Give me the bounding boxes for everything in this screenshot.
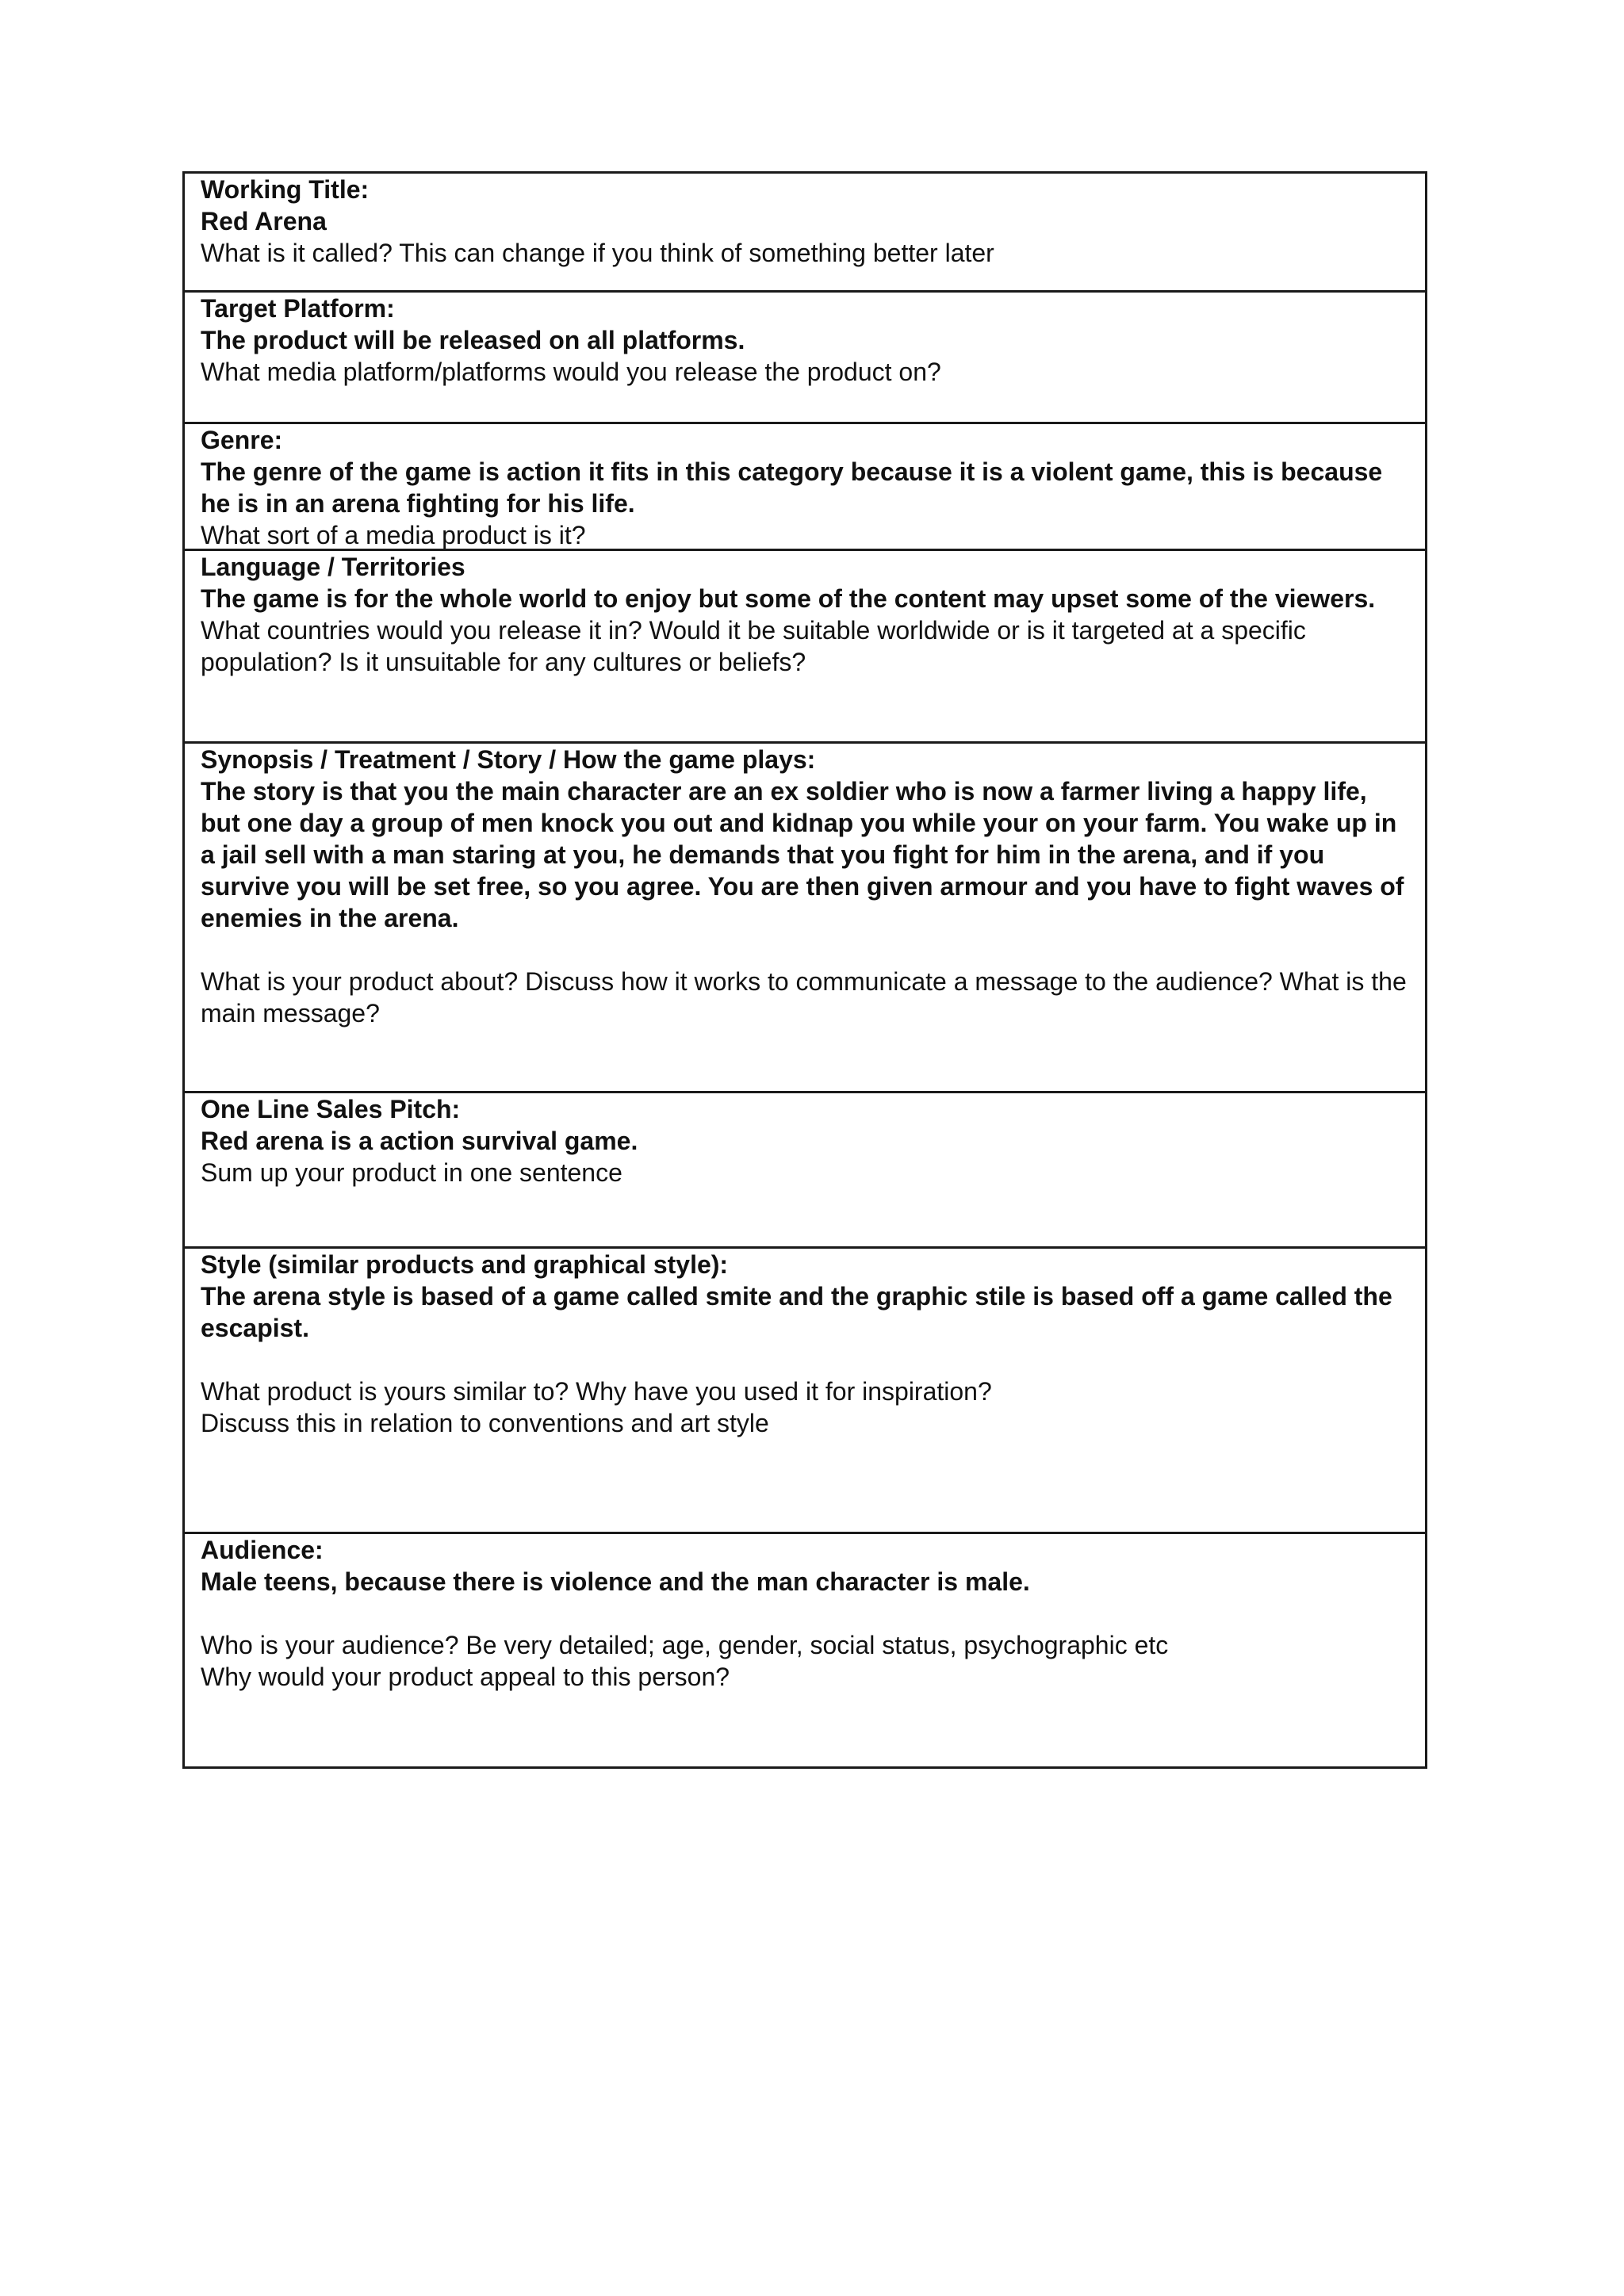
sales-pitch-heading: One Line Sales Pitch: (201, 1095, 461, 1123)
target-platform-prompt: What media platform/platforms would you release the product on? (201, 358, 941, 386)
style-prompt-similar: What product is yours similar to? Why have you used it for inspiration? (201, 1377, 992, 1406)
audience-section (185, 1532, 1425, 1766)
language-territories-answer: The game is for the whole world to enjoy but some of the content may upset some of the viewers. (201, 584, 1376, 613)
genre-section (185, 422, 1425, 549)
audience-answer: Male teens, because there is violence and the man character is male. (201, 1567, 1030, 1596)
sales-pitch-prompt: Sum up your product in one sentence (201, 1158, 622, 1187)
spacer (201, 1344, 1409, 1376)
working-title-prompt: What is it called? This can change if you think of something better later (201, 239, 994, 267)
target-platform-answer: The product will be released on all platforms. (201, 326, 745, 354)
spacer (201, 934, 1409, 966)
language-territories-heading: Language / Territories (201, 553, 465, 581)
spacer (201, 1598, 1409, 1629)
style-heading: Style (similar products and graphical style): (201, 1250, 729, 1279)
language-territories-section (185, 549, 1425, 741)
audience-heading: Audience: (201, 1536, 324, 1564)
planning-form-table (182, 171, 1427, 1769)
genre-answer: The genre of the game is action it fits in this category because it is a violent game, this is because he is in an arena fighting for his life. (201, 457, 1383, 518)
working-title-section (185, 174, 1425, 290)
synopsis-answer: The story is that you the main character are an ex soldier who is now a farmer living a happy life, but one day a group of men knock you out and kidnap you while your on your farm. You wake up in a jail sell with a man staring at you, he demands that you fight for him in the arena, and if you survive you will be set free, so you agree. You are then given armour and you have to fight waves of enemies in the arena. (201, 777, 1404, 932)
genre-heading: Genre: (201, 426, 283, 454)
sales-pitch-answer: Red arena is a action survival game. (201, 1127, 638, 1155)
target-platform-section (185, 290, 1425, 422)
language-territories-prompt: What countries would you release it in? Would it be suitable worldwide or is it targeted at a specific population? Is it unsuitable for any cultures or beliefs? (201, 616, 1306, 676)
synopsis-heading: Synopsis / Treatment / Story / How the game plays: (201, 745, 816, 774)
genre-prompt: What sort of a media product is it? (201, 521, 586, 549)
audience-prompt-why: Why would your product appeal to this person? (201, 1663, 730, 1691)
synopsis-prompt: What is your product about? Discuss how it works to communicate a message to the audience? What is the main message? (201, 967, 1407, 1027)
target-platform-heading: Target Platform: (201, 294, 395, 323)
sales-pitch-section (185, 1091, 1425, 1246)
audience-prompt-who: Who is your audience? Be very detailed; age, gender, social status, psychographic etc (201, 1631, 1169, 1659)
style-section (185, 1246, 1425, 1532)
working-title-answer: Red Arena (201, 207, 327, 235)
working-title-heading: Working Title: (201, 175, 370, 204)
style-answer: The arena style is based of a game called smite and the graphic stile is based off a game called the escapist. (201, 1282, 1392, 1342)
style-prompt-conventions: Discuss this in relation to conventions and art style (201, 1409, 769, 1437)
synopsis-section (185, 741, 1425, 1091)
